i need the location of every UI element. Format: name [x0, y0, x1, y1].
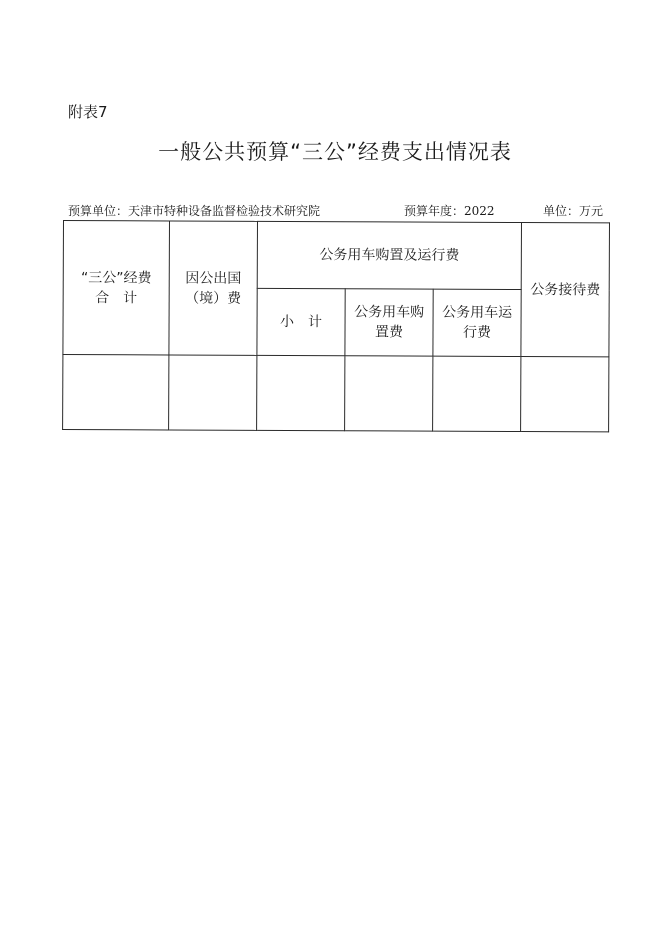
- header-vehicle-group: 公务用车购置及运行费: [257, 221, 521, 289]
- header-vehicle-purchase: [345, 289, 433, 356]
- cell-abroad: [169, 355, 257, 430]
- header-purchase-line2: 置费: [374, 324, 404, 341]
- header-abroad-line1: 因公出国: [185, 270, 242, 287]
- header-purchase-line1: 公务用车购: [354, 304, 425, 321]
- budget-unit: 预算单位：天津市特种设备监督检验技术研究院: [68, 204, 321, 218]
- appendix-label: 附表7: [68, 103, 108, 121]
- cell-reception: [521, 356, 609, 431]
- header-operation-line1: 公务用车运: [442, 304, 513, 321]
- three-public-expense-table: [62, 220, 610, 432]
- currency-unit: 单位：万元: [543, 204, 604, 218]
- cell-vehicle-purchase: [345, 356, 433, 431]
- header-row-1: [63, 221, 609, 290]
- cell-total: [63, 355, 169, 430]
- header-total-line2: 合 计: [95, 289, 138, 306]
- header-total: [63, 221, 170, 355]
- header-vehicle-operation: [433, 289, 521, 356]
- budget-year: 预算年度：2022: [404, 204, 495, 218]
- page-title: 一般公共预算“三公”经费支出情况表: [158, 140, 512, 164]
- header-abroad-line2: （境）费: [185, 290, 242, 307]
- table-row: [63, 355, 609, 432]
- header-abroad: [169, 221, 258, 355]
- header-total-line1: “三公”经费: [80, 269, 152, 286]
- header-subtotal: 小 计: [257, 288, 345, 355]
- cell-subtotal: [257, 355, 345, 430]
- header-operation-line2: 行费: [462, 324, 492, 341]
- header-reception: 公务接待费: [521, 223, 610, 357]
- cell-vehicle-operation: [433, 356, 521, 431]
